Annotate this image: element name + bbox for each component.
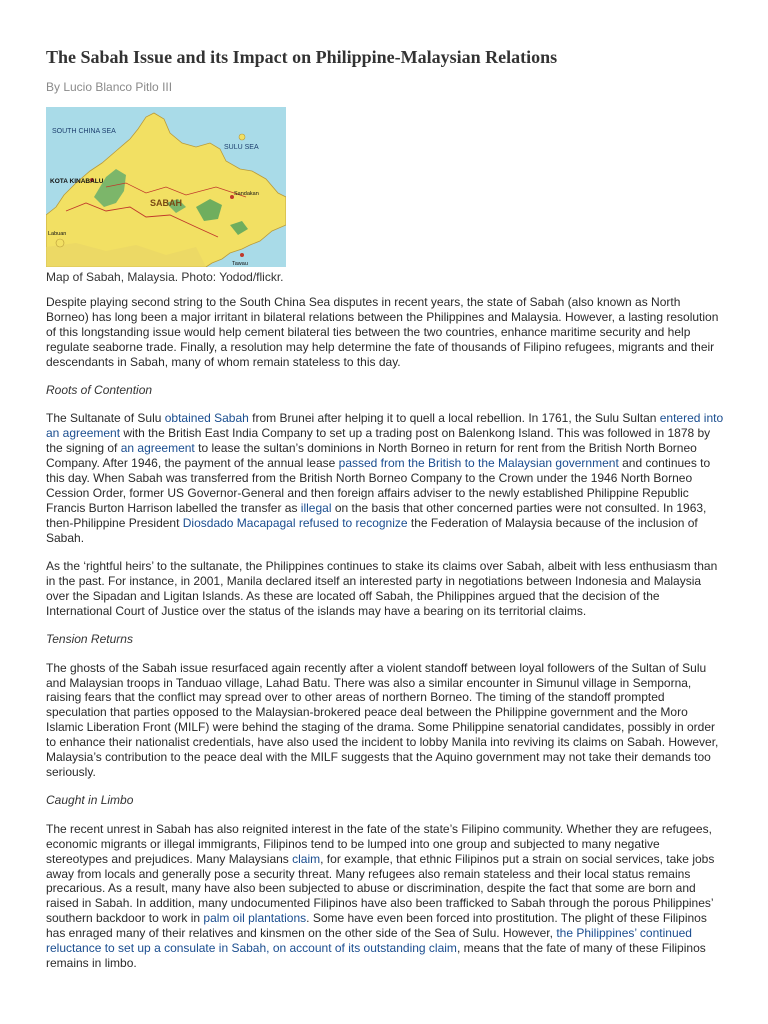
- link-obtained-sabah[interactable]: obtained Sabah: [164, 411, 249, 426]
- text-run: to lease the sultan’s dominions in North Borneo in return for rent from the British North Borneo Company. After 1946, the payment of the annual lease: [46, 441, 697, 471]
- text-run: and continues to this day. When Sabah was transferred from the British North Borneo Company to the Crown under the 1946 North Borneo Cession Order, former US Governor-General and then foreign affairs adviser to the newly established Philippine Republic Francis Burton Harrison labelled the transfer as: [46, 456, 711, 515]
- limbo-paragraph: [46, 822, 724, 971]
- link-macapagal-refused[interactable]: Diosdado Macapagal refused to recognize: [182, 515, 408, 530]
- link-passed-british-malaysian[interactable]: passed from the British to the Malaysian government: [338, 456, 619, 471]
- map-label-sulu-sea: SULU SEA: [224, 144, 259, 151]
- article-title: The Sabah Issue and its Impact on Philippine-Malaysian Relations: [46, 47, 558, 67]
- byline: By Lucio Blanco Pitlo III: [46, 80, 173, 94]
- link-illegal[interactable]: illegal: [300, 500, 332, 515]
- text-run: The recent unrest in Sabah has also reignited interest in the fate of the state’s Filipino community. Whether they are refugees, economic migrants or illegal immigrants, Filipinos tend to be lumped into one group and subjected to many negative stereotypes and prejudices. Many Malaysians: [46, 821, 712, 866]
- text-run: from Brunei after helping it to quell a local rebellion. In 1761, the Sulu Sultan: [248, 411, 660, 426]
- link-claim[interactable]: claim: [292, 851, 321, 866]
- sabah-map-image: [46, 107, 286, 267]
- map-label-south-china-sea: SOUTH CHINA SEA: [52, 128, 116, 135]
- text-run: the Federation of Malaysia because of the inclusion of Sabah.: [46, 515, 698, 545]
- map-label-sabah: SABAH: [150, 198, 183, 208]
- map-label-kota-kinabalu: KOTA KINABALU: [50, 178, 104, 185]
- intro-paragraph: Despite playing second string to the South China Sea disputes in recent years, the state of Sabah (also known as North Borneo) has long been a major irritant in bilateral relations between the Philippines and Malaysia. However, a lasting resolution of this longstanding issue would help cement bilateral ties between the two countries, enhance maritime security and help regulate seaborne trade. Finally, a resolution may help determine the fate of thousands of Filipino refugees, migrants and their descendants in Sabah, many of whom remain stateless to this day.: [46, 295, 719, 369]
- roots-paragraph-1: [46, 411, 724, 545]
- section-heading-roots: Roots of Contention: [46, 383, 153, 398]
- tension-paragraph: The ghosts of the Sabah issue resurfaced again recently after a violent standoff between loyal followers of the Sultan of Sulu and Malaysian troops in Tanduao village, Lahad Batu. There was also a similar encounter in Simunul village in Semporna, raising fears that the conflict may spread over to other areas of northern Borneo. The timing of the standoff prompted speculation that parties opposed to the Malaysian-brokered peace deal between the Philippine government and the Moro Islamic Liberation Front (MILF) were behind the staging of the drama. Some Philippine senatorial candidates, possibly in order to enhance their nationalist credentials, have also used the incident to lobby Manila into reviving its claims on Sabah. However, Malaysia’s contribution to the peace deal with the MILF suggests that the Aquino government may not take their demands too seriously.: [46, 660, 719, 779]
- map-label-tawau: Tawau: [232, 261, 248, 267]
- map-label-labuan: Labuan: [48, 231, 67, 237]
- link-palm-oil-plantations[interactable]: palm oil plantations: [203, 911, 307, 926]
- section-heading-tension: Tension Returns: [46, 632, 133, 647]
- link-an-agreement[interactable]: an agreement: [120, 441, 195, 456]
- text-run: on the basis that other concerned parties were not consulted. In 1963, then-Philippine President: [46, 500, 707, 530]
- sabah-map: [46, 107, 286, 267]
- text-run: . Some have even been forced into prostitution. The plight of these Filipinos has enraged many of their relatives and kinsmen on the other side of the Sea of Sulu. However,: [46, 911, 707, 941]
- text-run: , for example, that ethnic Filipinos put a strain on social services, take jobs away from locals and generally pose a security threat. Many refugees also remain stateless and their local status remains precarious. As a result, many have also been subjected to abuse or discrimination, despite the fact that some are born and raised in Sabah. In addition, many undocumented Filipinos have also been trafficked to Sabah through the porous Philippines’ southern backdoor to work in: [46, 851, 715, 926]
- link-consulate-reluctance[interactable]: the Philippines’ continued reluctance to set up a consulate in Sabah, on account of its outstanding claim: [46, 926, 692, 956]
- map-label-sandakan: Sandakan: [234, 191, 259, 197]
- map-caption: Map of Sabah, Malaysia. Photo: Yodod/flickr.: [46, 270, 284, 284]
- section-heading-limbo: Caught in Limbo: [46, 793, 134, 808]
- text-run: The Sultanate of Sulu: [46, 411, 165, 426]
- link-entered-agreement[interactable]: entered into an agreement: [46, 411, 724, 441]
- article: [46, 44, 724, 984]
- text-run: , means that the fate of many of these Filipinos remains in limbo.: [46, 941, 706, 970]
- text-run: with the British East India Company to set up a trading post on Balenkong Island. This was followed in 1878 by the signing of: [46, 426, 711, 456]
- roots-paragraph-2: As the ‘rightful heirs’ to the sultanate, the Philippines continues to stake its claims over Sabah, albeit with less enthusiasm than in the past. For instance, in 2001, Manila declared itself an interested party in negotiations between Indonesia and Malaysia over the Sipadan and Ligitan Islands. As these are located off Sabah, the Philippines argued that the decision of the International Court of Justice over the status of the islands may have a bearing on its territorial claims.: [46, 559, 718, 618]
